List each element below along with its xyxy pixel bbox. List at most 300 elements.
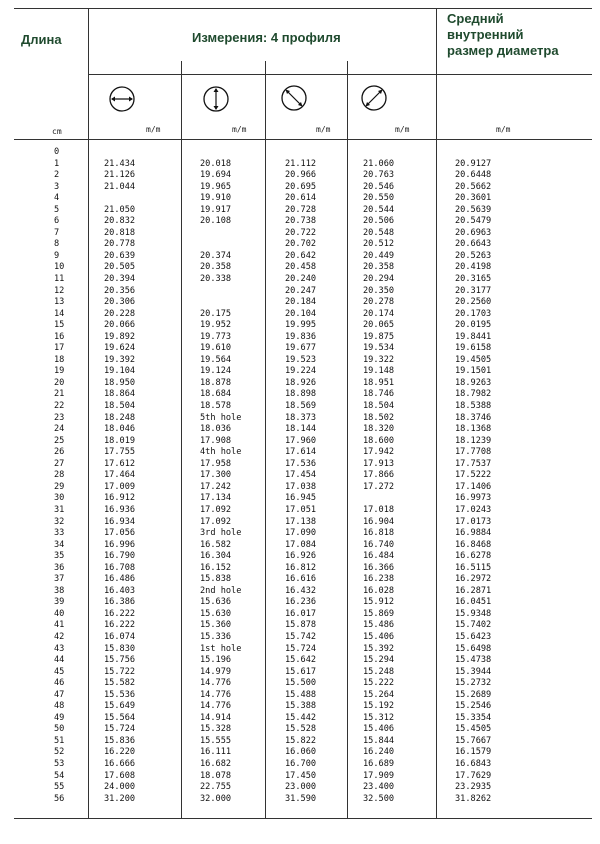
average-cell: 15.3354 (455, 712, 492, 723)
profile-4-cell: 16.238 (363, 574, 395, 585)
profile-4-cell: 15.264 (363, 689, 395, 700)
anti-diagonal-diameter-icon (360, 84, 388, 112)
table-row (0, 343, 600, 355)
profile-3-cell: 20.458 (285, 262, 317, 273)
profile-3-cell: 20.728 (285, 204, 317, 215)
average-cell: 17.1406 (455, 481, 492, 492)
profile-2-cell: 15.360 (200, 620, 232, 631)
profile-4-cell: 20.449 (363, 250, 395, 261)
profile-1-cell: 15.724 (104, 724, 136, 735)
length-cell: 1 (54, 158, 60, 169)
profile-1-cell: 21.044 (104, 181, 136, 192)
average-header-line2: внутренний (447, 27, 524, 42)
profile-2-cell: 14.914 (200, 712, 232, 723)
profile-4-cell: 20.294 (363, 274, 395, 285)
profile-3-cell: 17.084 (285, 539, 317, 550)
average-cell: 31.8262 (455, 793, 492, 804)
length-cell: 12 (54, 285, 65, 296)
bottom-border (14, 818, 592, 819)
profile-3-cell: 20.184 (285, 297, 317, 308)
average-cell: 15.7402 (455, 620, 492, 631)
table-row (0, 424, 600, 436)
profile-3-cell: 17.138 (285, 516, 317, 527)
unit-profile-4: m/m (395, 125, 410, 134)
length-cell: 30 (54, 493, 65, 504)
profile-4-cell: 15.294 (363, 655, 395, 666)
table-row (0, 332, 600, 344)
profile-1-cell: 21.050 (104, 204, 136, 215)
average-cell: 18.9263 (455, 377, 492, 388)
profile-1-cell: 16.934 (104, 516, 136, 527)
table-row (0, 771, 600, 783)
profile-4-cell: 16.366 (363, 562, 395, 573)
table-row (0, 493, 600, 505)
average-header-line3: размер диаметра (447, 43, 559, 58)
profile-2-cell: 19.124 (200, 366, 232, 377)
profile-2-cell: 20.018 (200, 158, 232, 169)
profile-4-cell: 20.350 (363, 285, 395, 296)
table-row (0, 724, 600, 736)
vertical-diameter-icon (202, 85, 230, 113)
profile-1-cell: 17.009 (104, 481, 136, 492)
units-divider (14, 139, 592, 140)
table-row (0, 170, 600, 182)
profile-2-cell: 15.196 (200, 655, 232, 666)
average-header (447, 11, 559, 59)
profile-2-cell: 14.776 (200, 689, 232, 700)
table-row (0, 309, 600, 321)
profile-4-cell: 15.912 (363, 597, 395, 608)
profile-4-cell: 21.060 (363, 158, 395, 169)
length-cell: 51 (54, 735, 65, 746)
profile-3-cell: 16.236 (285, 597, 317, 608)
profile-4-cell: 16.818 (363, 528, 395, 539)
average-cell: 16.9973 (455, 493, 492, 504)
average-cell: 20.0195 (455, 320, 492, 331)
profile-2-cell: 15.336 (200, 631, 232, 642)
unit-profile-1: m/m (146, 125, 161, 134)
average-cell: 20.4198 (455, 262, 492, 273)
profile-2-cell: 20.374 (200, 250, 232, 261)
length-cell: 36 (54, 562, 65, 573)
profile-3-cell: 19.995 (285, 320, 317, 331)
profile-1-cell: 21.126 (104, 170, 136, 181)
profile-4-cell: 15.406 (363, 724, 395, 735)
profile-1-cell: 15.722 (104, 666, 136, 677)
profile-4-cell: 15.312 (363, 712, 395, 723)
length-cell: 40 (54, 608, 65, 619)
profile-2-cell: 1st hole (200, 643, 242, 654)
length-cell: 6 (54, 216, 60, 227)
table-row (0, 355, 600, 367)
profile-4-cell: 16.740 (363, 539, 395, 550)
table-row (0, 389, 600, 401)
profile-4-cell: 19.534 (363, 343, 395, 354)
profile-1-cell: 18.950 (104, 377, 136, 388)
profile-4-cell: 19.322 (363, 354, 395, 365)
profile-1-cell: 20.306 (104, 297, 136, 308)
average-cell: 16.0451 (455, 597, 492, 608)
table-row (0, 228, 600, 240)
profile-4-cell: 15.248 (363, 666, 395, 677)
table-row (0, 320, 600, 332)
profile-3-cell: 21.112 (285, 158, 317, 169)
profile-2-cell: 19.965 (200, 181, 232, 192)
profile-2-cell: 17.092 (200, 504, 232, 515)
length-cell: 35 (54, 551, 65, 562)
table-row (0, 297, 600, 309)
profile-1-cell: 15.756 (104, 655, 136, 666)
table-row (0, 586, 600, 598)
profile-3-cell: 19.836 (285, 331, 317, 342)
profile-1-cell: 18.019 (104, 435, 136, 446)
profile-1-cell: 16.220 (104, 747, 136, 758)
average-cell: 15.2546 (455, 701, 492, 712)
profile-3-cell: 17.536 (285, 458, 317, 469)
length-cell: 26 (54, 447, 65, 458)
profile-4-cell: 17.272 (363, 481, 395, 492)
average-cell: 20.5263 (455, 250, 492, 261)
average-cell: 18.1368 (455, 424, 492, 435)
length-cell: 28 (54, 470, 65, 481)
average-cell: 17.0243 (455, 504, 492, 515)
length-cell: 42 (54, 631, 65, 642)
length-cell: 29 (54, 481, 65, 492)
average-cell: 15.3944 (455, 666, 492, 677)
profile-4-cell: 15.869 (363, 608, 395, 619)
profile-1-cell: 16.912 (104, 493, 136, 504)
table-row (0, 482, 600, 494)
table-row (0, 239, 600, 251)
profile-4-cell: 15.222 (363, 678, 395, 689)
profile-2-cell: 17.092 (200, 516, 232, 527)
profile-2-cell: 18.684 (200, 389, 232, 400)
profile-1-cell: 16.996 (104, 539, 136, 550)
profile-3-cell: 19.677 (285, 343, 317, 354)
table-row (0, 667, 600, 679)
length-cell: 47 (54, 689, 65, 700)
table-row (0, 747, 600, 759)
table-row (0, 205, 600, 217)
length-cell: 22 (54, 401, 65, 412)
profile-2-cell: 16.582 (200, 539, 232, 550)
profile-2-cell: 14.776 (200, 678, 232, 689)
profile-1-cell: 20.639 (104, 250, 136, 261)
profile-1-cell: 16.790 (104, 551, 136, 562)
average-cell: 15.4738 (455, 655, 492, 666)
profile-1-cell: 16.708 (104, 562, 136, 573)
profile-4-cell: 17.913 (363, 458, 395, 469)
average-cell: 20.1703 (455, 308, 492, 319)
average-cell: 18.5388 (455, 401, 492, 412)
profile-4-cell: 18.502 (363, 412, 395, 423)
profile-3-cell: 15.642 (285, 655, 317, 666)
measurements-header: Измерения: 4 профиля (192, 30, 341, 45)
profile-4-cell: 18.746 (363, 389, 395, 400)
average-header-line1: Средний (447, 11, 504, 26)
average-cell: 19.4505 (455, 354, 492, 365)
profile-4-cell: 18.951 (363, 377, 395, 388)
length-cell: 14 (54, 308, 65, 319)
average-cell: 20.9127 (455, 158, 492, 169)
unit-profile-2: m/m (232, 125, 247, 134)
table-row (0, 713, 600, 725)
profile-4-cell: 20.546 (363, 181, 395, 192)
average-cell: 19.6158 (455, 343, 492, 354)
table-row (0, 574, 600, 586)
profile-2-cell: 18.878 (200, 377, 232, 388)
average-cell: 17.7629 (455, 770, 492, 781)
table-row (0, 182, 600, 194)
length-cell: 27 (54, 458, 65, 469)
length-cell: 53 (54, 758, 65, 769)
profile-3-cell: 16.060 (285, 747, 317, 758)
profile-2-cell: 15.636 (200, 597, 232, 608)
profile-2-cell: 17.134 (200, 493, 232, 504)
profile-4-cell: 15.844 (363, 735, 395, 746)
average-cell: 16.2871 (455, 585, 492, 596)
profile-3-cell: 15.878 (285, 620, 317, 631)
length-cell: 7 (54, 227, 60, 238)
length-cell: 8 (54, 239, 60, 250)
average-cell: 18.1239 (455, 435, 492, 446)
profile-3-cell: 20.695 (285, 181, 317, 192)
table-row (0, 528, 600, 540)
average-cell: 17.7537 (455, 458, 492, 469)
average-cell: 18.7982 (455, 389, 492, 400)
table-row (0, 678, 600, 690)
length-cell: 24 (54, 424, 65, 435)
table-row (0, 644, 600, 656)
profile-3-cell: 17.038 (285, 481, 317, 492)
length-cell: 32 (54, 516, 65, 527)
profile-3-cell: 16.926 (285, 551, 317, 562)
profile-1-cell: 17.056 (104, 528, 136, 539)
profile-3-cell: 18.898 (285, 389, 317, 400)
profile-2-cell: 16.152 (200, 562, 232, 573)
table-row (0, 216, 600, 228)
table-row (0, 655, 600, 667)
table-row (0, 286, 600, 298)
profile-3-cell: 20.240 (285, 274, 317, 285)
profile-1-cell: 19.104 (104, 366, 136, 377)
profile-3-cell: 20.738 (285, 216, 317, 227)
length-cell: 10 (54, 262, 65, 273)
profile-1-cell: 31.200 (104, 793, 136, 804)
length-cell: 11 (54, 274, 65, 285)
length-cell: 25 (54, 435, 65, 446)
header-divider (88, 74, 592, 75)
table-row (0, 701, 600, 713)
length-cell: 23 (54, 412, 65, 423)
average-cell: 20.6448 (455, 170, 492, 181)
profile-4-cell: 15.406 (363, 631, 395, 642)
profile-3-cell: 15.528 (285, 724, 317, 735)
profile-4-cell: 17.942 (363, 447, 395, 458)
table-row (0, 262, 600, 274)
profile-2-cell: 15.838 (200, 574, 232, 585)
profile-3-cell: 20.722 (285, 227, 317, 238)
table-row (0, 413, 600, 425)
profile-3-cell: 20.247 (285, 285, 317, 296)
profile-4-cell: 20.174 (363, 308, 395, 319)
profile-2-cell: 22.755 (200, 782, 232, 793)
unit-length: cm (52, 127, 62, 136)
table-row (0, 620, 600, 632)
profile-2-cell: 19.917 (200, 204, 232, 215)
length-cell: 13 (54, 297, 65, 308)
length-cell: 52 (54, 747, 65, 758)
length-cell: 45 (54, 666, 65, 677)
average-cell: 17.0173 (455, 516, 492, 527)
average-cell: 20.3601 (455, 193, 492, 204)
table-row (0, 459, 600, 471)
length-cell: 54 (54, 770, 65, 781)
length-cell: 4 (54, 193, 60, 204)
table-row (0, 436, 600, 448)
table-row (0, 505, 600, 517)
average-cell: 23.2935 (455, 782, 492, 793)
length-cell: 38 (54, 585, 65, 596)
profile-4-cell: 17.866 (363, 470, 395, 481)
profile-3-cell: 16.945 (285, 493, 317, 504)
average-cell: 16.2972 (455, 574, 492, 585)
profile-3-cell: 15.617 (285, 666, 317, 677)
table-row (0, 401, 600, 413)
table-row (0, 690, 600, 702)
average-cell: 16.8468 (455, 539, 492, 550)
profile-1-cell: 16.666 (104, 758, 136, 769)
profile-4-cell: 16.484 (363, 551, 395, 562)
average-cell: 20.6963 (455, 227, 492, 238)
profile-4-cell: 20.358 (363, 262, 395, 273)
profile-2-cell: 14.776 (200, 701, 232, 712)
average-cell: 15.4505 (455, 724, 492, 735)
profile-4-cell: 18.320 (363, 424, 395, 435)
length-cell: 41 (54, 620, 65, 631)
profile-1-cell: 17.612 (104, 458, 136, 469)
length-cell: 48 (54, 701, 65, 712)
profile-1-cell: 24.000 (104, 782, 136, 793)
profile-4-cell: 20.278 (363, 297, 395, 308)
profile-2-cell: 3rd hole (200, 528, 242, 539)
profile-1-cell: 20.356 (104, 285, 136, 296)
unit-average: m/m (496, 125, 511, 134)
average-cell: 16.6278 (455, 551, 492, 562)
table-row (0, 782, 600, 794)
profile-3-cell: 15.724 (285, 643, 317, 654)
profile-2-cell: 20.358 (200, 262, 232, 273)
length-cell: 2 (54, 170, 60, 181)
average-cell: 20.5639 (455, 204, 492, 215)
profile-2-cell: 18.036 (200, 424, 232, 435)
profile-4-cell: 18.504 (363, 401, 395, 412)
average-cell: 15.9348 (455, 608, 492, 619)
length-cell: 44 (54, 655, 65, 666)
profile-2-cell: 19.773 (200, 331, 232, 342)
profile-4-cell: 20.763 (363, 170, 395, 181)
profile-2-cell: 19.694 (200, 170, 232, 181)
profile-4-cell: 20.544 (363, 204, 395, 215)
profile-2-cell: 16.111 (200, 747, 232, 758)
profile-2-cell: 19.952 (200, 320, 232, 331)
profile-2-cell: 18.578 (200, 401, 232, 412)
profile-1-cell: 15.536 (104, 689, 136, 700)
profile-2-cell: 19.910 (200, 193, 232, 204)
profile-4-cell: 16.028 (363, 585, 395, 596)
unit-profile-3: m/m (316, 125, 331, 134)
profile-1-cell: 16.386 (104, 597, 136, 608)
table-row (0, 609, 600, 621)
table-row (0, 366, 600, 378)
profile-3-cell: 16.700 (285, 758, 317, 769)
profile-3-cell: 18.144 (285, 424, 317, 435)
profile-4-cell: 19.875 (363, 331, 395, 342)
profile-1-cell: 16.403 (104, 585, 136, 596)
table-row (0, 736, 600, 748)
length-cell: 3 (54, 181, 60, 192)
average-cell: 17.5222 (455, 470, 492, 481)
profile-1-cell: 18.864 (104, 389, 136, 400)
average-cell: 15.6423 (455, 631, 492, 642)
profile-1-cell: 18.504 (104, 401, 136, 412)
profile-1-cell: 20.228 (104, 308, 136, 319)
profile-4-cell: 20.512 (363, 239, 395, 250)
profile-1-cell: 20.818 (104, 227, 136, 238)
length-cell: 20 (54, 377, 65, 388)
profile-3-cell: 15.388 (285, 701, 317, 712)
profile-2-cell: 19.610 (200, 343, 232, 354)
length-cell: 39 (54, 597, 65, 608)
profile-1-cell: 17.464 (104, 470, 136, 481)
table-row (0, 632, 600, 644)
profile-2-cell: 2nd hole (200, 585, 242, 596)
average-cell: 20.3177 (455, 285, 492, 296)
table-row (0, 563, 600, 575)
length-cell: 56 (54, 793, 65, 804)
length-header: Длина (21, 32, 62, 47)
profile-3-cell: 15.500 (285, 678, 317, 689)
profile-1-cell: 20.505 (104, 262, 136, 273)
diagonal-diameter-icon (280, 84, 308, 112)
profile-1-cell: 20.778 (104, 239, 136, 250)
average-cell: 19.1501 (455, 366, 492, 377)
profile-1-cell: 20.394 (104, 274, 136, 285)
table-row (0, 597, 600, 609)
profile-1-cell: 15.582 (104, 678, 136, 689)
table-row (0, 470, 600, 482)
profile-3-cell: 16.017 (285, 608, 317, 619)
profile-1-cell: 16.936 (104, 504, 136, 515)
profile-4-cell: 20.548 (363, 227, 395, 238)
average-cell: 17.7708 (455, 447, 492, 458)
profile-1-cell: 16.486 (104, 574, 136, 585)
profile-3-cell: 17.450 (285, 770, 317, 781)
profile-2-cell: 15.555 (200, 735, 232, 746)
profile-3-cell: 20.966 (285, 170, 317, 181)
profile-4-cell: 17.909 (363, 770, 395, 781)
profile-3-cell: 20.642 (285, 250, 317, 261)
average-cell: 20.5479 (455, 216, 492, 227)
table-row (0, 551, 600, 563)
profile-3-cell: 18.373 (285, 412, 317, 423)
profile-2-cell: 4th hole (200, 447, 242, 458)
average-cell: 20.5662 (455, 181, 492, 192)
length-cell: 21 (54, 389, 65, 400)
table-row (0, 517, 600, 529)
table-row (0, 378, 600, 390)
profile-1-cell: 16.222 (104, 608, 136, 619)
